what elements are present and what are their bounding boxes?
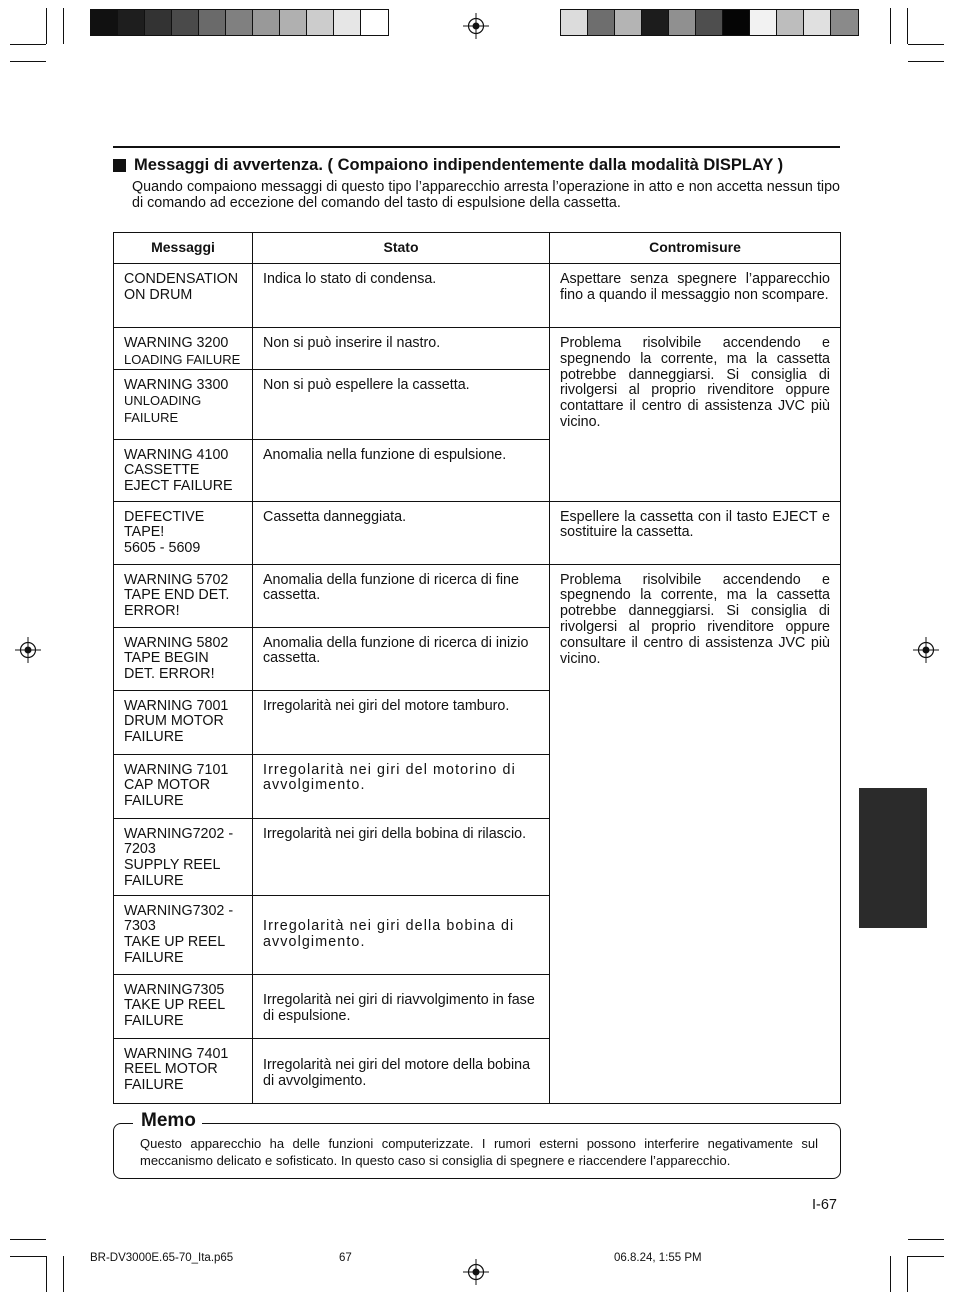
status-cell: Irregolarità nei giri del motore della bobina di avvolgimento. [253,1038,550,1103]
status-cell: Irregolarità nei giri del motorino di avvolgimento. [253,754,550,818]
status-cell: Irregolarità nei giri della bobina di avvolgimento. [253,895,550,974]
status-cell: Irregolarità nei giri del motore tamburo. [253,690,550,754]
memo-text: Questo apparecchio ha delle funzioni computerizzate. I rumori esterni possono interferire negativamente sul meccanismo delicato e sofisticato. In questo caso si consiglia di spegnere e riaccendere l’apparecchio. [140,1136,818,1168]
table-header-row [114,233,841,264]
message-code: WARNING 5702 TAPE END DET. ERROR! [124,571,230,620]
color-swatch [588,10,615,35]
section-side-tab [859,788,927,928]
message-code: WARNING 4100 CASSETTE EJECT FAILURE [124,446,233,495]
column-header-messaggi: Messaggi [114,233,253,264]
remedy-cell: Problema risolvibile accendendo e spegnendo la corrente, ma la cassetta potrebbe danneggiarsi. Si consiglia di rivolgersi al proprio rivenditore oppure consultare il centro di assistenza JVC più vicino. [550,564,841,1103]
message-cell [114,328,253,370]
message-cell [114,974,253,1038]
color-bar-right [560,9,859,36]
color-swatch [804,10,831,35]
status-cell: Cassetta danneggiata. [253,501,550,564]
intro-paragraph: Quando compaiono messaggi di questo tipo l’apparecchio arresta l’operazione in atto e non accetta nessun tipo di comando ad eccezione del comando del tasto di espulsione della cassetta. [132,179,840,211]
bullet-square-icon [113,159,126,172]
table-row [114,264,841,328]
color-swatch [831,10,858,35]
message-subcode: UNLOADING FAILURE [124,393,202,426]
status-cell: Anomalia della funzione di ricerca di fine cassetta. [253,564,550,627]
color-swatch [118,10,145,35]
status-cell: Anomalia nella funzione di espulsione. [253,439,550,501]
color-swatch [561,10,588,35]
table-row [114,564,841,627]
color-swatch [253,10,280,35]
message-code: CONDENSATION ON DRUM [124,271,239,303]
table-row [114,501,841,564]
column-header-stato: Stato [253,233,550,264]
registration-mark-icon [463,13,489,39]
message-code: WARNING 7101 CAP MOTOR FAILURE [124,761,229,810]
message-code: WARNING7302 - 7303 TAKE UP REEL FAILURE [124,902,234,966]
remedy-cell: Espellere la cassetta con il tasto EJECT e sostituire la cassetta. [550,501,841,564]
color-swatch [226,10,253,35]
color-swatch [777,10,804,35]
status-cell: Irregolarità nei giri di riavvolgimento in fase di espulsione. [253,974,550,1038]
footer-date: 06.8.24, 1:55 PM [614,1252,702,1264]
message-cell [114,818,253,895]
color-swatch [750,10,777,35]
message-cell [114,895,253,974]
message-subcode: LOADING FAILURE [124,351,241,367]
message-code: DEFECTIVE TAPE! 5605 - 5609 [124,508,205,557]
status-cell: Irregolarità nei giri della bobina di rilascio. [253,818,550,895]
message-cell [114,754,253,818]
message-cell [114,564,253,627]
status-cell: Non si può espellere la cassetta. [253,369,550,439]
status-cell: Non si può inserire il nastro. [253,328,550,370]
message-cell [114,264,253,328]
message-code: WARNING 7001 DRUM MOTOR FAILURE [124,697,229,746]
color-swatch [696,10,723,35]
heading-text: Messaggi di avvertenza. ( Compaiono indipendentemente dalla modalità DISPLAY ) [134,156,784,174]
top-rule [113,146,840,148]
color-swatch [334,10,361,35]
message-cell [114,439,253,501]
remedy-cell: Problema risolvibile accendendo e spegnendo la corrente, ma la cassetta potrebbe danneggiarsi. Si consiglia di rivolgersi al proprio rivenditore oppure contattare il centro di assistenza JVC più vicino. [550,328,841,502]
color-swatch [615,10,642,35]
remedy-cell: Aspettare senza spegnere l’apparecchio fino a quando il messaggio non scompare. [550,264,841,328]
color-swatch [361,10,388,35]
footer-page: 67 [339,1252,352,1264]
table-row [114,328,841,370]
message-cell [114,501,253,564]
registration-mark-icon [913,637,939,663]
color-swatch [172,10,199,35]
message-cell [114,690,253,754]
color-bar-left [90,9,389,36]
message-code: WARNING 3300 [124,376,229,393]
message-cell [114,1038,253,1103]
section-heading [113,156,783,175]
message-code: WARNING7305 TAKE UP REEL FAILURE [124,981,226,1030]
page-number: I-67 [812,1197,837,1213]
color-swatch [723,10,750,35]
message-code: WARNING 3200 [124,335,229,351]
memo-title: Memo [133,1110,202,1132]
column-header-contromisure: Contromisure [550,233,841,264]
message-cell [114,627,253,690]
status-cell: Anomalia della funzione di ricerca di inizio cassetta. [253,627,550,690]
message-cell [114,369,253,439]
color-swatch [280,10,307,35]
color-swatch [145,10,172,35]
status-cell: Indica lo stato di condensa. [253,264,550,328]
color-swatch [199,10,226,35]
color-swatch [669,10,696,35]
color-swatch [91,10,118,35]
warning-messages-table [113,232,841,1104]
registration-mark-icon [463,1259,489,1285]
message-code: WARNING 5802 TAPE BEGIN DET. ERROR! [124,634,229,683]
message-code: WARNING7202 - 7203 SUPPLY REEL FAILURE [124,825,234,889]
message-code: WARNING 7401 REEL MOTOR FAILURE [124,1045,229,1094]
footer-filename: BR-DV3000E.65-70_Ita.p65 [90,1252,234,1264]
color-swatch [307,10,334,35]
registration-mark-icon [15,637,41,663]
color-swatch [642,10,669,35]
